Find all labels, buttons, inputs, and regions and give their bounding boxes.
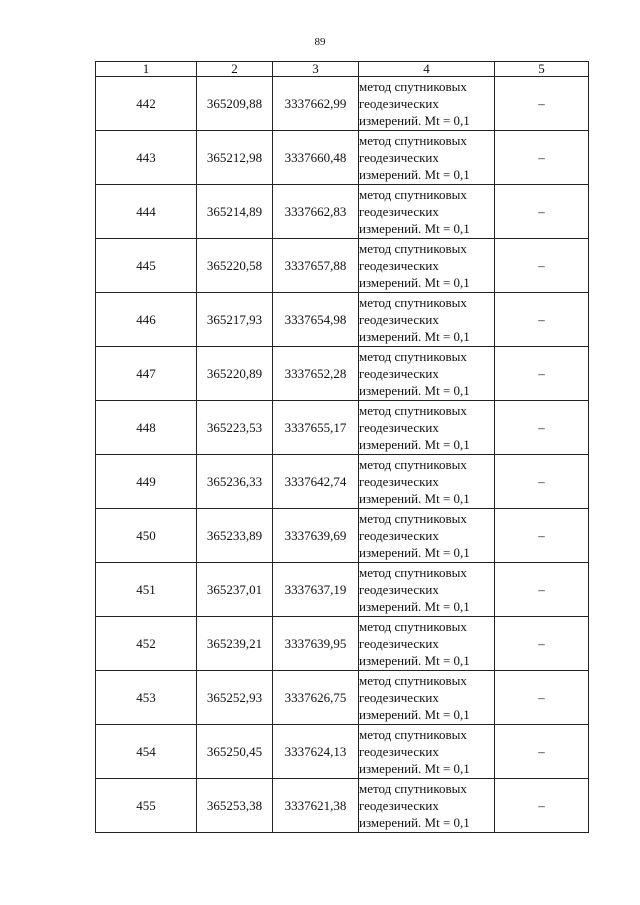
note-cell: – (495, 185, 589, 239)
method-cell (359, 509, 495, 563)
method-line: измерений. Mt = 0,1 (359, 761, 470, 776)
y-coordinate-cell: 3337621,38 (273, 779, 359, 833)
y-coordinate-cell: 3337626,75 (273, 671, 359, 725)
method-line: измерений. Mt = 0,1 (359, 437, 470, 452)
y-coordinate-cell: 3337642,74 (273, 455, 359, 509)
x-coordinate-cell: 365209,88 (197, 77, 273, 131)
method-line: метод спутниковых (359, 349, 467, 364)
method-cell (359, 725, 495, 779)
x-coordinate-cell: 365233,89 (197, 509, 273, 563)
method-line: геодезических (359, 258, 439, 273)
method-line: измерений. Mt = 0,1 (359, 545, 470, 560)
point-number-cell: 447 (96, 347, 197, 401)
method-line: метод спутниковых (359, 619, 467, 634)
table-row (96, 455, 589, 509)
table-row (96, 617, 589, 671)
note-cell: – (495, 131, 589, 185)
point-number-cell: 443 (96, 131, 197, 185)
method-line: метод спутниковых (359, 187, 467, 202)
method-line: геодезических (359, 96, 439, 111)
column-header: 2 (197, 62, 273, 77)
x-coordinate-cell: 365223,53 (197, 401, 273, 455)
table-body (96, 77, 589, 833)
note-cell: – (495, 509, 589, 563)
method-line: геодезических (359, 744, 439, 759)
method-cell (359, 185, 495, 239)
point-number-cell: 445 (96, 239, 197, 293)
note-cell: – (495, 401, 589, 455)
method-line: измерений. Mt = 0,1 (359, 167, 470, 182)
table-row (96, 77, 589, 131)
column-header: 4 (359, 62, 495, 77)
method-line: измерений. Mt = 0,1 (359, 275, 470, 290)
point-number-cell: 451 (96, 563, 197, 617)
y-coordinate-cell: 3337660,48 (273, 131, 359, 185)
x-coordinate-cell: 365212,98 (197, 131, 273, 185)
method-line: геодезических (359, 474, 439, 489)
method-line: измерений. Mt = 0,1 (359, 329, 470, 344)
y-coordinate-cell: 3337662,83 (273, 185, 359, 239)
method-line: метод спутниковых (359, 133, 467, 148)
point-number-cell: 454 (96, 725, 197, 779)
table-row (96, 239, 589, 293)
point-number-cell: 448 (96, 401, 197, 455)
x-coordinate-cell: 365253,38 (197, 779, 273, 833)
method-line: геодезических (359, 798, 439, 813)
method-line: измерений. Mt = 0,1 (359, 653, 470, 668)
note-cell: – (495, 617, 589, 671)
note-cell: – (495, 563, 589, 617)
method-cell (359, 455, 495, 509)
table-row (96, 671, 589, 725)
page-number: 89 (314, 36, 326, 48)
method-line: метод спутниковых (359, 295, 467, 310)
x-coordinate-cell: 365236,33 (197, 455, 273, 509)
note-cell: – (495, 725, 589, 779)
column-header: 5 (495, 62, 589, 77)
method-cell (359, 563, 495, 617)
method-line: измерений. Mt = 0,1 (359, 113, 470, 128)
coordinates-table (95, 61, 589, 833)
method-line: измерений. Mt = 0,1 (359, 383, 470, 398)
x-coordinate-cell: 365217,93 (197, 293, 273, 347)
x-coordinate-cell: 365250,45 (197, 725, 273, 779)
note-cell: – (495, 671, 589, 725)
x-coordinate-cell: 365220,58 (197, 239, 273, 293)
table-row (96, 401, 589, 455)
method-cell (359, 779, 495, 833)
method-line: измерений. Mt = 0,1 (359, 707, 470, 722)
method-line: геодезических (359, 420, 439, 435)
method-cell (359, 401, 495, 455)
method-cell (359, 671, 495, 725)
y-coordinate-cell: 3337654,98 (273, 293, 359, 347)
method-line: геодезических (359, 366, 439, 381)
table-header-row (96, 62, 589, 77)
note-cell: – (495, 293, 589, 347)
method-line: измерений. Mt = 0,1 (359, 221, 470, 236)
table-row (96, 563, 589, 617)
y-coordinate-cell: 3337624,13 (273, 725, 359, 779)
note-cell: – (495, 347, 589, 401)
table-row (96, 779, 589, 833)
method-cell (359, 239, 495, 293)
method-line: метод спутниковых (359, 511, 467, 526)
table-row (96, 347, 589, 401)
table-row (96, 185, 589, 239)
x-coordinate-cell: 365252,93 (197, 671, 273, 725)
method-cell (359, 293, 495, 347)
point-number-cell: 455 (96, 779, 197, 833)
column-header: 1 (96, 62, 197, 77)
method-line: геодезических (359, 690, 439, 705)
point-number-cell: 444 (96, 185, 197, 239)
method-cell (359, 77, 495, 131)
x-coordinate-cell: 365214,89 (197, 185, 273, 239)
y-coordinate-cell: 3337652,28 (273, 347, 359, 401)
method-cell (359, 617, 495, 671)
method-line: метод спутниковых (359, 781, 467, 796)
y-coordinate-cell: 3337639,95 (273, 617, 359, 671)
point-number-cell: 442 (96, 77, 197, 131)
method-cell (359, 131, 495, 185)
x-coordinate-cell: 365239,21 (197, 617, 273, 671)
method-line: метод спутниковых (359, 403, 467, 418)
point-number-cell: 450 (96, 509, 197, 563)
table-row (96, 509, 589, 563)
point-number-cell: 452 (96, 617, 197, 671)
method-cell (359, 347, 495, 401)
method-line: измерений. Mt = 0,1 (359, 491, 470, 506)
method-line: геодезических (359, 150, 439, 165)
point-number-cell: 453 (96, 671, 197, 725)
method-line: геодезических (359, 528, 439, 543)
method-line: метод спутниковых (359, 727, 467, 742)
table-row (96, 725, 589, 779)
method-line: метод спутниковых (359, 241, 467, 256)
table-row (96, 293, 589, 347)
y-coordinate-cell: 3337655,17 (273, 401, 359, 455)
point-number-cell: 446 (96, 293, 197, 347)
method-line: геодезических (359, 204, 439, 219)
method-line: измерений. Mt = 0,1 (359, 599, 470, 614)
note-cell: – (495, 239, 589, 293)
method-line: метод спутниковых (359, 565, 467, 580)
note-cell: – (495, 77, 589, 131)
y-coordinate-cell: 3337639,69 (273, 509, 359, 563)
point-number-cell: 449 (96, 455, 197, 509)
method-line: метод спутниковых (359, 79, 467, 94)
y-coordinate-cell: 3337637,19 (273, 563, 359, 617)
method-line: геодезических (359, 582, 439, 597)
method-line: метод спутниковых (359, 673, 467, 688)
column-header: 3 (273, 62, 359, 77)
note-cell: – (495, 779, 589, 833)
method-line: геодезических (359, 312, 439, 327)
y-coordinate-cell: 3337662,99 (273, 77, 359, 131)
y-coordinate-cell: 3337657,88 (273, 239, 359, 293)
x-coordinate-cell: 365237,01 (197, 563, 273, 617)
method-line: измерений. Mt = 0,1 (359, 815, 470, 830)
table-row (96, 131, 589, 185)
note-cell: – (495, 455, 589, 509)
method-line: геодезических (359, 636, 439, 651)
x-coordinate-cell: 365220,89 (197, 347, 273, 401)
method-line: метод спутниковых (359, 457, 467, 472)
